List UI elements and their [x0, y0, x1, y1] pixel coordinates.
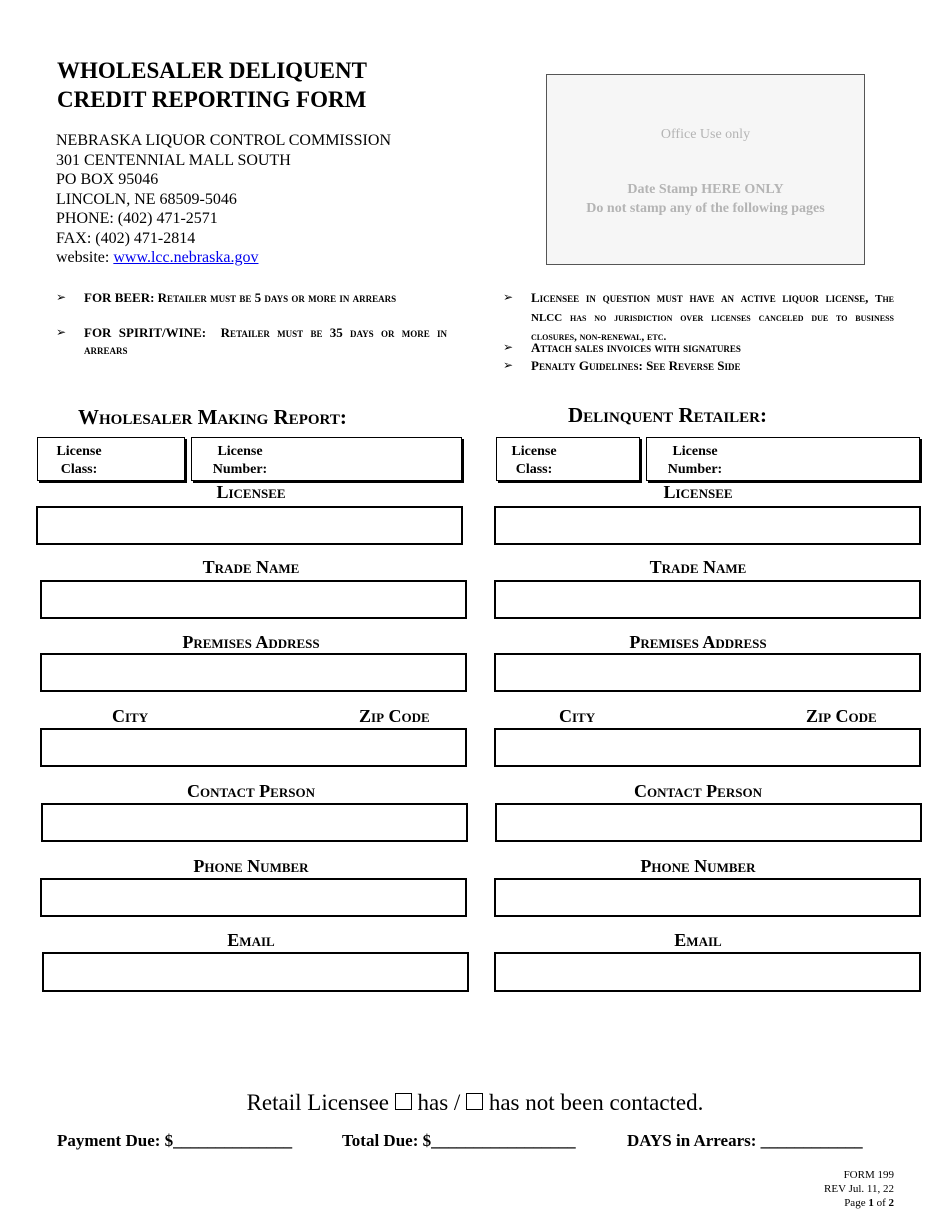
wholesaler-city-label: City [112, 706, 149, 726]
phone: PHONE: (402) 471-2571 [56, 210, 218, 227]
wholesaler-license-class-box[interactable] [37, 437, 185, 481]
has-not-label: has not been contacted. [488, 1090, 704, 1115]
office-use-box [546, 74, 865, 265]
po-box: PO BOX 95046 [56, 171, 159, 188]
arrow-icon: ➢ [503, 340, 514, 354]
has-not-checkbox[interactable] [466, 1093, 483, 1110]
spirit-text: Retailer must be 35 days or more in arrears [84, 325, 447, 357]
retailer-zip-label: Zip Code [806, 706, 877, 726]
wholesaler-city-zip-field[interactable] [40, 728, 467, 767]
arrow-icon: ➢ [56, 325, 67, 339]
wholesaler-premises-address-field[interactable] [40, 653, 467, 692]
arrow-icon: ➢ [56, 290, 67, 304]
total-due[interactable]: Total Due: $_________________ [342, 1131, 576, 1150]
form-title-line2: CREDIT REPORTING FORM [57, 87, 367, 112]
retailer-licensee-label: Licensee [663, 482, 733, 502]
wholesaler-trade-name-label: Trade Name [202, 557, 300, 577]
bullet-penalty [503, 357, 894, 374]
no-stamp-label: Do not stamp any of the following pages [586, 201, 825, 216]
wholesaler-email-label: Email [227, 930, 275, 950]
retailer-contact-person-label: Contact Person [634, 781, 762, 801]
wholesaler-phone-label: Phone Number [193, 856, 309, 876]
wholesaler-licensee-label: Licensee [216, 482, 286, 502]
spirit-lead: FOR SPIRIT/WINE: [84, 325, 207, 340]
form-number: FORM 199 [843, 1169, 894, 1181]
retailer-email-field[interactable] [494, 952, 921, 992]
website [56, 248, 391, 268]
retailer-heading: Delinquent Retailer: [568, 403, 768, 427]
retailer-trade-name-field[interactable] [494, 580, 921, 619]
retailer-contact-person-field[interactable] [495, 803, 922, 842]
has-checkbox[interactable] [395, 1093, 412, 1110]
contacted-lead: Retail Licensee [246, 1090, 389, 1115]
agency-address [56, 131, 391, 268]
beer-lead: FOR BEER: [84, 290, 155, 305]
retailer-premises-address-field[interactable] [494, 653, 921, 692]
website-label: website: [56, 249, 110, 266]
form-title [57, 56, 367, 114]
active-license-main: Licensee in question must have an active liquor license, [531, 290, 869, 305]
wholesaler-license-class-label: License Class: [56, 444, 102, 477]
wholesaler-email-field[interactable] [42, 952, 469, 992]
payment-due[interactable]: Payment Due: $______________ [57, 1131, 293, 1150]
website-link[interactable]: www.lcc.nebraska.gov [113, 249, 259, 266]
form-revision: REV Jul. 11, 22 [824, 1183, 894, 1195]
date-stamp-label: Date Stamp HERE ONLY [627, 182, 784, 197]
active-license-note: The NLCC has no jurisdiction over licenses canceled due to business closures, non-renewal, etc. [531, 293, 895, 343]
attach-invoices-text: Attach sales invoices with signatures [531, 340, 741, 355]
date-stamp-note [547, 180, 864, 218]
retailer-license-class-box[interactable] [496, 437, 640, 481]
wholesaler-phone-field[interactable] [40, 878, 467, 917]
arrow-icon: ➢ [503, 358, 514, 372]
bullet-spirit [56, 324, 447, 358]
form-title-line1: WHOLESALER DELIQUENT [57, 58, 367, 83]
bullet-beer [56, 289, 447, 306]
retailer-license-number-label: License Number: [667, 444, 723, 477]
retailer-licensee-field[interactable] [494, 506, 921, 545]
street: 301 CENTENNIAL MALL SOUTH [56, 151, 291, 169]
bullet-active-license [503, 289, 894, 346]
city-state-zip: LINCOLN, NE 68509-5046 [56, 190, 237, 208]
has-label: has / [417, 1090, 461, 1115]
org-name: NEBRASKA LIQUOR CONTROL COMMISSION [56, 132, 391, 149]
wholesaler-premises-address-label: Premises Address [182, 632, 320, 652]
days-in-arrears[interactable]: DAYS in Arrears: ____________ [627, 1131, 863, 1150]
wholesaler-contact-person-label: Contact Person [187, 781, 315, 801]
beer-text: Retailer must be 5 days or more in arrears [157, 290, 397, 305]
retailer-premises-address-label: Premises Address [629, 632, 767, 652]
wholesaler-licensee-field[interactable] [36, 506, 463, 545]
retailer-city-zip-field[interactable] [494, 728, 921, 767]
retailer-email-label: Email [674, 930, 722, 950]
retailer-city-label: City [559, 706, 596, 726]
retailer-trade-name-label: Trade Name [649, 557, 747, 577]
penalty-text: Penalty Guidelines: See Reverse Side [531, 358, 741, 373]
retailer-phone-field[interactable] [494, 878, 921, 917]
contacted-statement [0, 1090, 950, 1116]
retailer-license-class-label: License Class: [511, 444, 557, 477]
wholesaler-zip-label: Zip Code [359, 706, 430, 726]
fax: FAX: (402) 471-2814 [56, 229, 196, 247]
wholesaler-heading: Wholesaler Making Report: [78, 405, 347, 429]
retailer-license-number-box[interactable] [646, 437, 920, 481]
wholesaler-license-number-label: License Number: [212, 444, 268, 477]
page-number: Page 1 of 2 [844, 1197, 894, 1209]
wholesaler-trade-name-field[interactable] [40, 580, 467, 619]
wholesaler-license-number-box[interactable] [191, 437, 462, 481]
retailer-phone-label: Phone Number [640, 856, 756, 876]
office-use-label: Office Use only [660, 127, 751, 142]
bullet-attach-invoices [503, 339, 894, 356]
form-footer [824, 1168, 894, 1210]
wholesaler-contact-person-field[interactable] [41, 803, 468, 842]
arrow-icon: ➢ [503, 290, 514, 304]
